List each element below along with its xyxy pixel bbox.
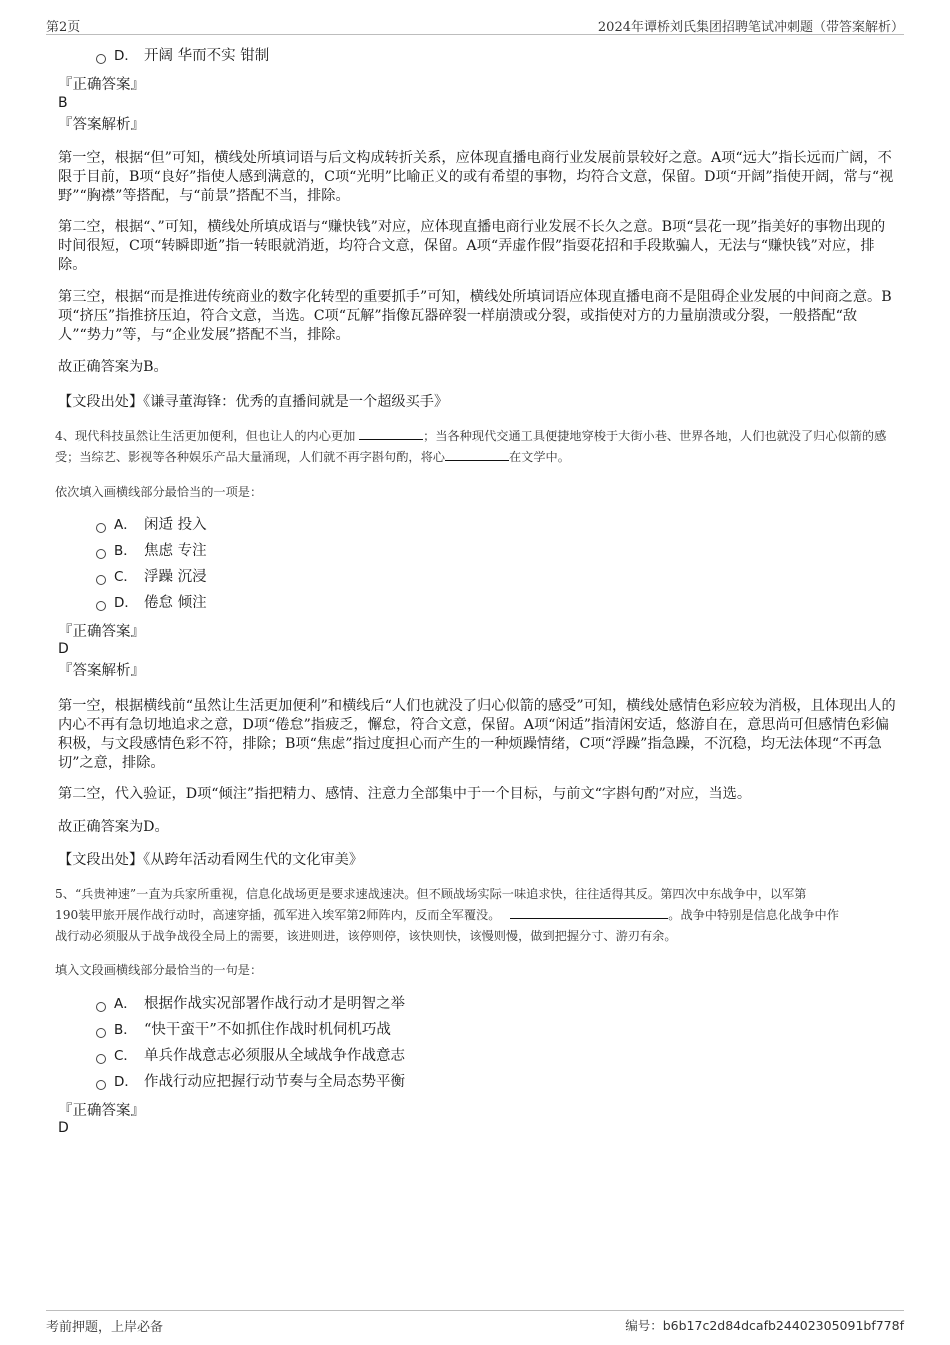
q3-source: 【文段出处】《谦寻董海锋：优秀的直播间就是一个超级买手》 xyxy=(58,394,449,410)
q4-correct-label: 『正确答案』 xyxy=(58,624,145,640)
page-header xyxy=(46,14,904,35)
page-number: 第2页 xyxy=(46,20,81,35)
blank-line xyxy=(359,427,423,440)
blank-line xyxy=(445,448,509,461)
q3-conclusion: 故正确答案为B。 xyxy=(58,359,168,375)
radio-icon[interactable] xyxy=(96,575,106,585)
q5-instruction: 填入文段画横线部分最恰当的一句是： xyxy=(55,963,263,977)
q5-stem-line-2: 190装甲旅开展作战行动时，高速穿插，孤军进入埃军第2师阵内，反而全军覆没。 。战争中特别是信息化战争中作 xyxy=(55,908,839,922)
document-code: 编号：b6b17c2d84dcafb24402305091bf778f xyxy=(625,1318,904,1333)
radio-icon[interactable] xyxy=(96,523,106,533)
q5-correct-label: 『正确答案』 xyxy=(58,1103,145,1119)
q4-analysis-label: 『答案解析』 xyxy=(58,663,145,679)
radio-icon[interactable] xyxy=(96,601,106,611)
q3-correct-label: 『正确答案』 xyxy=(58,77,145,93)
q5-stem-line-3: 战行动必须服从于战争战役全局上的需要，该进则进，该停则停，该快则快，该慢则慢，做到把握分寸、游刃有余。 xyxy=(55,929,677,943)
q4-analysis-para-2: 第二空，代入验证，D项“倾注”指把精力、感情、注意力全部集中于一个目标，与前文“字斟句酌”对应，当选。 xyxy=(58,786,752,802)
radio-icon[interactable] xyxy=(96,1080,106,1090)
footer-slogan: 考前押题，上岸必备 xyxy=(46,1320,164,1335)
q5-option-b[interactable]: B． “快干蛮干”不如抓住作战时机伺机巧战 xyxy=(96,1019,391,1041)
q3-analysis-para-2: 第二空，根据“、”可知，横线处所填成语与“赚快钱”对应，应体现直播电商行业发展不长久之意。B项“昙花一现”指美好的事物出现的时间很短，C项“转瞬即逝”指一转眼就消逝，均符合文意，保留。A项“弄虚作假”指耍花招和手段欺骗人，无法与“赚快钱”对应，排除。 xyxy=(58,219,886,273)
q4-option-c[interactable]: C． 浮躁 沉浸 xyxy=(96,566,207,588)
radio-icon[interactable] xyxy=(96,1002,106,1012)
radio-icon[interactable] xyxy=(96,549,106,559)
q4-source: 【文段出处】《从跨年活动看网生代的文化审美》 xyxy=(58,852,364,868)
q4-conclusion: 故正确答案为D。 xyxy=(58,819,169,835)
q4-correct-answer: D xyxy=(58,641,69,657)
document-title: 2024年谭桥刘氏集团招聘笔试冲刺题（带答案解析） xyxy=(597,20,904,35)
radio-icon[interactable] xyxy=(96,1054,106,1064)
q5-correct-answer: D xyxy=(58,1120,69,1136)
q4-option-b[interactable]: B． 焦虑 专注 xyxy=(96,540,207,562)
q3-option-d[interactable]: D． 开阔 华而不实 钳制 xyxy=(96,45,269,67)
q5-option-d[interactable]: D． 作战行动应把握行动节奏与全局态势平衡 xyxy=(96,1071,405,1093)
q3-correct-answer: B xyxy=(58,95,68,111)
q3-analysis-para-1: 第一空，根据“但”可知，横线处所填词语与后文构成转折关系，应体现直播电商行业发展前景较好之意。A项“远大”指长远而广阔，不限于目前，B项“良好”指使人感到满意的，C项“光明”比喻正义的或有希望的事物，均符合文意，保留。D项“开阔”指使开阔，常与“视野”“胸襟”等搭配，与“前景”搭配不当，排除。 xyxy=(58,150,894,204)
q3-analysis-para-3: 第三空，根据“而是推进传统商业的数字化转型的重要抓手”可知，横线处所填词语应体现直播电商不是阻碍企业发展的中间商之意。B项“挤压”指推挤压迫，符合文意，当选。C项“瓦解”指像瓦器碎裂一样崩溃或分裂，或指使对方的力量崩溃或分裂，一般搭配“敌人”“势力”等，与“企业发展”搭配不当，排除。 xyxy=(58,289,892,343)
radio-icon[interactable] xyxy=(96,1028,106,1038)
q4-option-a[interactable]: A． 闲适 投入 xyxy=(96,514,207,536)
q4-instruction: 依次填入画横线部分最恰当的一项是： xyxy=(55,485,263,499)
q4-option-d[interactable]: D． 倦怠 倾注 xyxy=(96,592,207,614)
radio-icon[interactable] xyxy=(96,54,106,64)
q5-option-c[interactable]: C． 单兵作战意志必须服从全域战争作战意志 xyxy=(96,1045,405,1067)
blank-line xyxy=(510,906,668,919)
q4-stem: 4、现代科技虽然让生活更加便利，但也让人的内心更加 ；当各种现代交通工具便捷地穿梭于大街小巷、世界各地，人们也就没了归心似箭的感受；当综艺、影视等各种娱乐产品大量涌现，人们就不再字斟句酌，将心 在文学中。 xyxy=(55,429,887,464)
q5-option-a[interactable]: A． 根据作战实况部署作战行动才是明智之举 xyxy=(96,993,405,1015)
q4-analysis-para-1: 第一空，根据横线前“虽然让生活更加便利”和横线后“人们也就没了归心似箭的感受”可知，横线处感情色彩应较为消极，且体现出人的内心不再有急切地追求之意，D项“倦怠”指疲乏，懈怠，符合文意，保留。A项“闲适”指清闲安适，悠游自在，意思尚可但感情色彩偏积极，与文段感情色彩不符，排除；B项“焦虑”指过度担心而产生的一种烦躁情绪，C项“浮躁”指急躁，不沉稳，均无法体现“不再急切”之意，排除。 xyxy=(58,698,896,771)
q3-analysis-label: 『答案解析』 xyxy=(58,117,145,133)
page-footer xyxy=(46,1310,904,1335)
q5-stem-line-1: 5、“兵贵神速”一直为兵家所重视，信息化战场更是要求速战速决。但不顾战场实际一味追求快，往往适得其反。第四次中东战争中，以军第 xyxy=(55,887,807,901)
